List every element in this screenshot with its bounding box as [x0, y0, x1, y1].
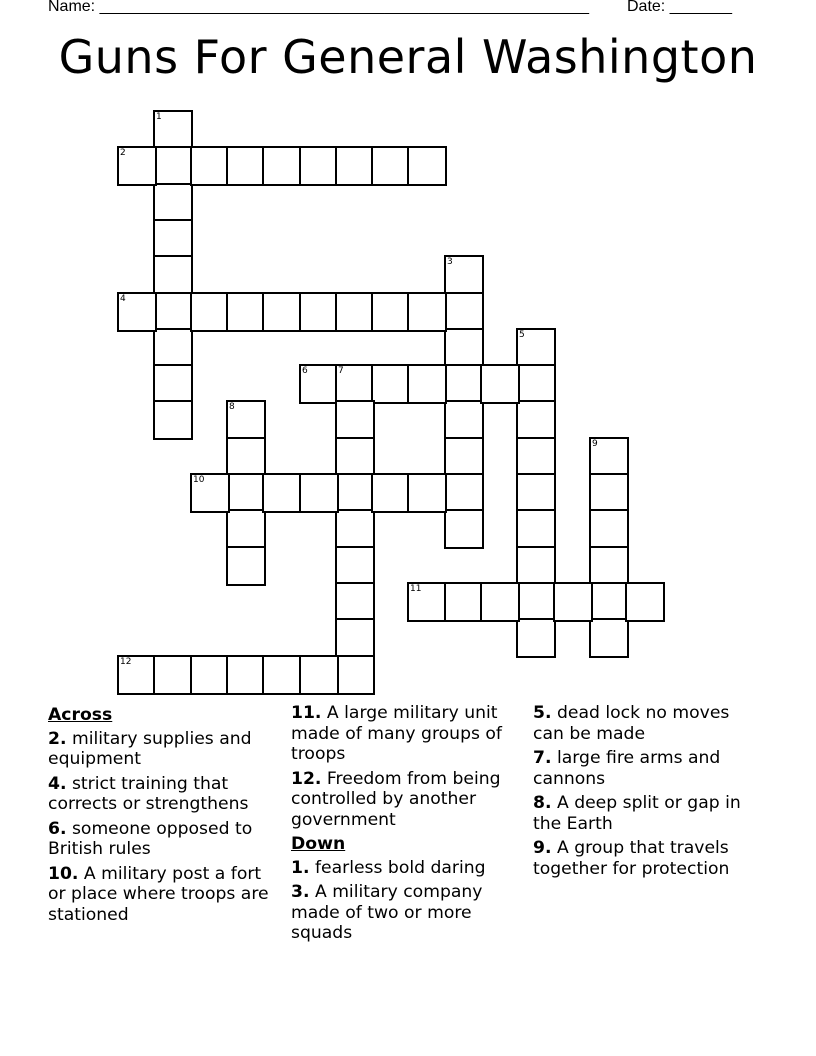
clue-across-11: 11. A large military unit made of many groups of troops [291, 703, 502, 764]
grid-cell[interactable] [371, 473, 411, 513]
grid-cell[interactable] [407, 473, 447, 513]
grid-cell[interactable] [371, 364, 411, 404]
grid-cell[interactable] [262, 655, 302, 695]
grid-cell[interactable] [516, 400, 556, 440]
grid-cell[interactable] [335, 582, 375, 622]
grid-cell[interactable] [226, 473, 266, 513]
grid-cell[interactable] [444, 364, 484, 404]
grid-cell[interactable] [299, 146, 339, 186]
grid-cell[interactable] [299, 655, 339, 695]
clue-down-1: 1. fearless bold daring [291, 857, 486, 878]
grid-cell[interactable] [589, 473, 629, 513]
grid-cell[interactable] [299, 364, 339, 404]
cell-number: 11 [410, 584, 422, 594]
grid-cell[interactable] [153, 328, 193, 368]
grid-cell[interactable] [516, 546, 556, 586]
clue-down-7: 7. large fire arms and cannons [533, 748, 721, 789]
grid-cell[interactable] [153, 110, 193, 150]
grid-cell[interactable] [190, 473, 230, 513]
clue-down-3: 3. A military company made of two or more squads [291, 882, 483, 943]
grid-cell[interactable] [190, 292, 230, 332]
grid-cell[interactable] [516, 473, 556, 513]
down-heading: Down [291, 834, 346, 854]
name-field[interactable]: Name: _______________________________________________________ [48, 0, 589, 15]
grid-cell[interactable] [589, 509, 629, 549]
grid-cell[interactable] [444, 509, 484, 549]
grid-cell[interactable] [516, 328, 556, 368]
grid-cell[interactable] [153, 146, 193, 186]
cell-number: 2 [120, 148, 126, 158]
grid-cell[interactable] [335, 400, 375, 440]
grid-cell[interactable] [335, 509, 375, 549]
grid-cell[interactable] [226, 146, 266, 186]
cell-number: 4 [120, 294, 126, 304]
grid-cell[interactable] [226, 509, 266, 549]
cell-number: 1 [156, 112, 162, 122]
clue-down-5: 5. dead lock no moves can be made [533, 703, 730, 744]
grid-cell[interactable] [117, 146, 157, 186]
grid-cell[interactable] [371, 146, 411, 186]
grid-cell[interactable] [262, 292, 302, 332]
grid-cell[interactable] [299, 292, 339, 332]
grid-cell[interactable] [226, 400, 266, 440]
grid-cell[interactable] [553, 582, 593, 622]
grid-cell[interactable] [371, 292, 411, 332]
grid-cell[interactable] [589, 437, 629, 477]
grid-cell[interactable] [516, 437, 556, 477]
grid-cell[interactable] [516, 618, 556, 658]
grid-cell[interactable] [335, 655, 375, 695]
clue-column-1 [48, 703, 278, 929]
cell-number: 6 [302, 366, 308, 376]
cell-number: 10 [193, 475, 205, 485]
clue-across-4: 4. strict training that corrects or strengthens [48, 773, 249, 814]
grid-cell[interactable] [516, 509, 556, 549]
grid-cell[interactable] [153, 364, 193, 404]
puzzle-title: Guns For General Washington [58, 30, 758, 84]
grid-cell[interactable] [153, 655, 193, 695]
grid-cell[interactable] [262, 146, 302, 186]
grid-cell[interactable] [335, 292, 375, 332]
grid-cell[interactable] [153, 255, 193, 295]
grid-cell[interactable] [153, 219, 193, 259]
grid-cell[interactable] [117, 655, 157, 695]
clue-down-9: 9. A group that travels together for protection [533, 838, 730, 879]
grid-cell[interactable] [335, 473, 375, 513]
cell-number: 7 [338, 366, 344, 376]
grid-cell[interactable] [335, 364, 375, 404]
grid-cell[interactable] [190, 655, 230, 695]
grid-cell[interactable] [444, 255, 484, 295]
grid-cell[interactable] [226, 655, 266, 695]
grid-cell[interactable] [444, 473, 484, 513]
cell-number: 5 [519, 330, 525, 340]
clue-down-8: 8. A deep split or gap in the Earth [533, 793, 741, 834]
grid-cell[interactable] [444, 582, 484, 622]
grid-cell[interactable] [117, 292, 157, 332]
cell-number: 12 [120, 657, 132, 667]
grid-cell[interactable] [226, 546, 266, 586]
grid-cell[interactable] [335, 437, 375, 477]
grid-cell[interactable] [480, 364, 520, 404]
grid-cell[interactable] [335, 146, 375, 186]
grid-cell[interactable] [444, 328, 484, 368]
clue-across-10: 10. A military post a fort or place where troops are stationed [48, 863, 269, 925]
clue-across-6: 6. someone opposed to British rules [48, 818, 253, 859]
grid-cell[interactable] [407, 292, 447, 332]
clue-across-12: 12. Freedom from being controlled by another government [291, 768, 501, 830]
across-heading: Across [48, 705, 113, 725]
grid-cell[interactable] [516, 364, 556, 404]
grid-cell[interactable] [190, 146, 230, 186]
grid-cell[interactable] [589, 582, 629, 622]
grid-cell[interactable] [589, 546, 629, 586]
grid-cell[interactable] [226, 292, 266, 332]
grid-cell[interactable] [516, 582, 556, 622]
grid-cell[interactable] [589, 618, 629, 658]
clue-column-3 [533, 703, 763, 883]
grid-cell[interactable] [335, 618, 375, 658]
grid-cell[interactable] [262, 473, 302, 513]
grid-cell[interactable] [153, 183, 193, 223]
grid-cell[interactable] [407, 582, 447, 622]
grid-cell[interactable] [407, 364, 447, 404]
cell-number: 9 [592, 439, 598, 449]
grid-cell[interactable] [480, 582, 520, 622]
grid-cell[interactable] [444, 400, 484, 440]
grid-cell[interactable] [444, 292, 484, 332]
grid-cell[interactable] [407, 146, 447, 186]
grid-cell[interactable] [335, 546, 375, 586]
grid-cell[interactable] [153, 292, 193, 332]
clue-across-2: 2. military supplies and equipment [48, 728, 252, 769]
date-field[interactable]: Date: _______ [627, 0, 732, 15]
cell-number: 8 [229, 402, 235, 412]
clue-column-2 [291, 703, 521, 948]
grid-cell[interactable] [153, 400, 193, 440]
grid-cell[interactable] [625, 582, 665, 622]
grid-cell[interactable] [226, 437, 266, 477]
grid-cell[interactable] [299, 473, 339, 513]
grid-cell[interactable] [444, 437, 484, 477]
cell-number: 3 [447, 257, 453, 267]
